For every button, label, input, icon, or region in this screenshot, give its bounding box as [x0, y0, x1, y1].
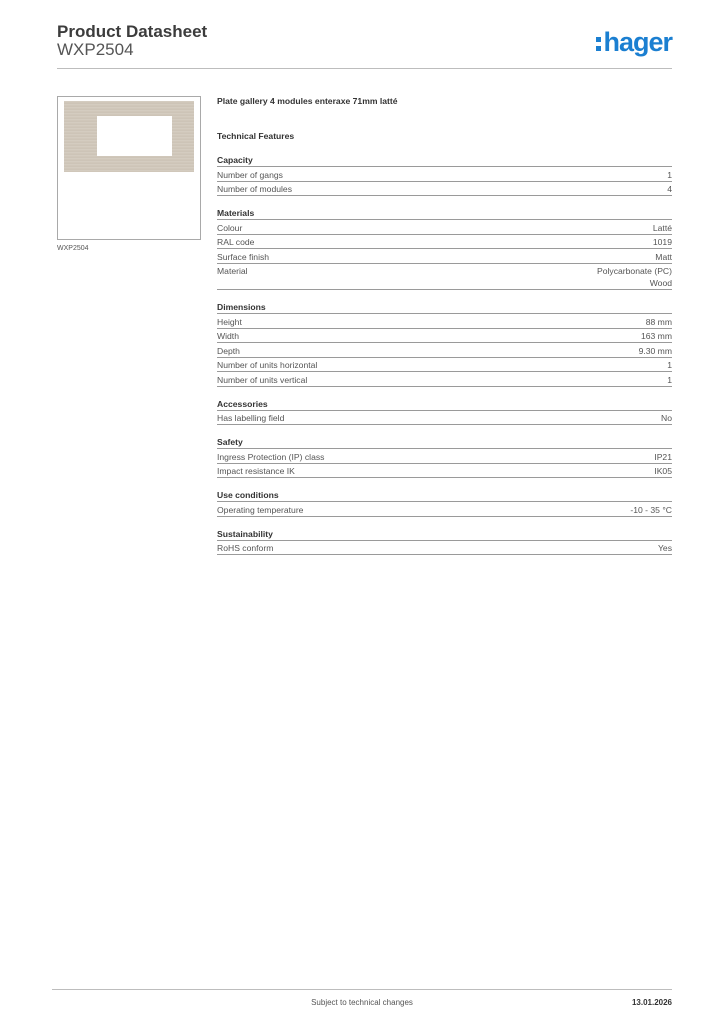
spec-value: 163 mm — [640, 331, 672, 341]
page-header — [57, 22, 672, 70]
spec-label: Depth — [217, 345, 240, 356]
section-title: Accessories — [217, 398, 672, 411]
spec-label: Colour — [217, 222, 243, 233]
document-title: Product Datasheet — [57, 22, 208, 41]
spec-value: No — [661, 413, 672, 423]
spec-label: Width — [217, 331, 239, 341]
footer-date: 13.01.2026 — [631, 998, 672, 1007]
spec-value: IK05 — [654, 466, 672, 476]
spec-row — [217, 182, 672, 197]
spec-row — [217, 464, 672, 479]
hager-logo — [596, 27, 672, 57]
spec-label: Operating temperature — [217, 504, 304, 515]
spec-label: Height — [217, 316, 242, 327]
spec-content — [217, 94, 672, 555]
section-title: Materials — [217, 207, 672, 220]
spec-label: Number of modules — [217, 184, 292, 194]
spec-row — [217, 167, 672, 182]
spec-sections — [217, 154, 672, 555]
section-title: Capacity — [217, 154, 672, 167]
spec-section — [217, 489, 672, 517]
spec-row — [217, 314, 672, 329]
spec-value: Yes — [657, 543, 672, 553]
spec-row — [217, 372, 672, 387]
product-image-caption: WXP2504 — [57, 245, 89, 252]
spec-value: 9.30 mm — [638, 345, 672, 356]
spec-label: Material — [217, 266, 248, 276]
technical-features-heading: Technical Features — [217, 131, 295, 141]
spec-value: IP21 — [654, 451, 672, 462]
spec-row — [217, 358, 672, 373]
spec-value: 4 — [667, 184, 672, 194]
spec-value: -10 - 35 °C — [630, 504, 672, 515]
footer-divider — [52, 989, 672, 990]
section-title: Safety — [217, 436, 672, 449]
product-image — [57, 96, 201, 240]
spec-value: Latté — [652, 222, 672, 233]
section-title: Sustainability — [217, 528, 672, 541]
spec-row — [217, 329, 672, 344]
spec-row — [217, 411, 672, 426]
product-plate-image — [64, 101, 194, 172]
spec-row — [217, 235, 672, 250]
spec-label: Number of units horizontal — [217, 360, 318, 370]
footer-note: Subject to technical changes — [311, 998, 413, 1007]
spec-section — [217, 436, 672, 478]
spec-row — [217, 502, 672, 517]
spec-row — [217, 449, 672, 464]
spec-row — [217, 264, 672, 291]
spec-value: 1 — [667, 374, 672, 385]
spec-label: Ingress Protection (IP) class — [217, 451, 325, 462]
spec-row — [217, 249, 672, 264]
spec-label: RAL code — [217, 237, 255, 247]
spec-label: Number of units vertical — [217, 374, 308, 385]
logo-dots-icon — [596, 37, 601, 51]
spec-section — [217, 154, 672, 196]
spec-label: Surface finish — [217, 251, 270, 262]
spec-row — [217, 343, 672, 358]
spec-label: Impact resistance IK — [217, 466, 295, 476]
plate-opening — [97, 116, 172, 156]
logo-wordmark: hager — [603, 27, 672, 57]
spec-label: RoHS conform — [217, 543, 274, 553]
spec-value: 1 — [667, 169, 672, 180]
spec-value: Polycarbonate (PC) Wood — [597, 266, 672, 288]
spec-label: Has labelling field — [217, 413, 285, 423]
spec-section — [217, 207, 672, 290]
spec-label: Number of gangs — [217, 169, 283, 180]
section-title: Use conditions — [217, 489, 672, 502]
product-reference: WXP2504 — [57, 40, 134, 59]
section-title: Dimensions — [217, 301, 672, 314]
spec-row — [217, 220, 672, 235]
spec-section — [217, 398, 672, 426]
product-name: Plate gallery 4 modules enteraxe 71mm latté — [217, 96, 398, 106]
spec-value: 1019 — [652, 237, 672, 247]
spec-value: Matt — [655, 251, 672, 262]
spec-row — [217, 541, 672, 556]
spec-value: 88 mm — [645, 316, 672, 327]
header-divider — [57, 68, 672, 69]
spec-value: 1 — [667, 360, 672, 370]
spec-section — [217, 528, 672, 556]
spec-section — [217, 301, 672, 387]
